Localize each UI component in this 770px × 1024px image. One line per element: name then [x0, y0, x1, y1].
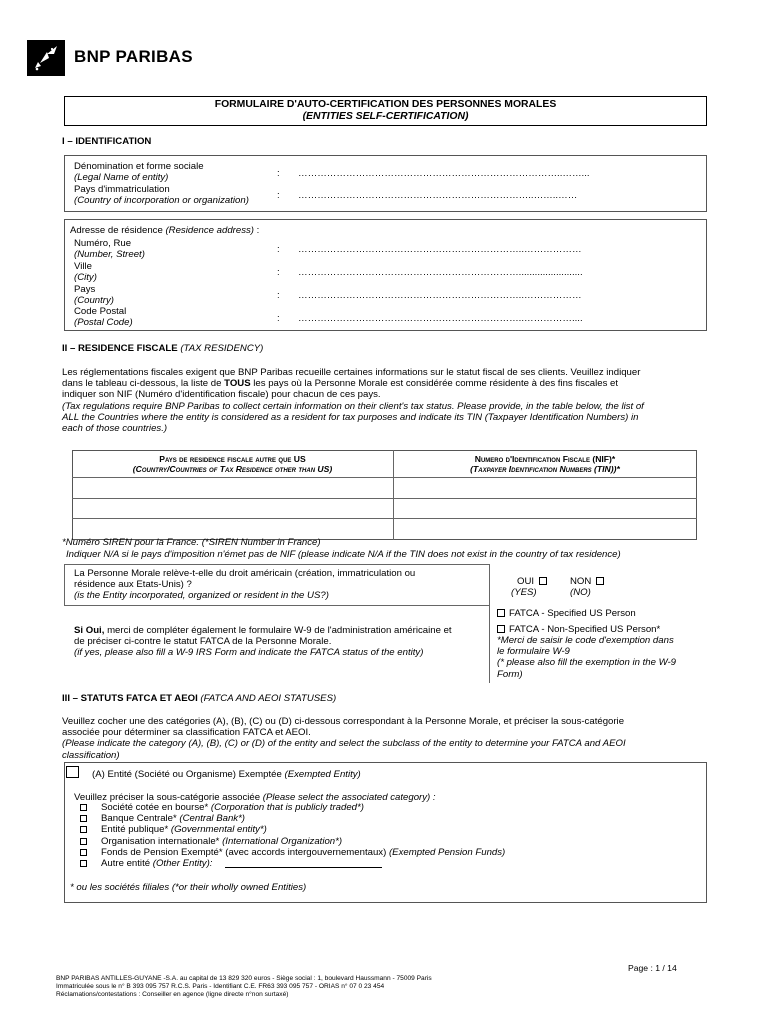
- subcategory-checkbox[interactable]: [80, 815, 87, 822]
- postal-code-label: Code Postal (Postal Code): [74, 306, 133, 329]
- category-a-checkbox[interactable]: [66, 766, 79, 778]
- form-title-box: [64, 96, 707, 126]
- legal-name-label: Dénomination et forme sociale (Legal Name of entity): [74, 161, 204, 184]
- tax-residency-paragraph: Les réglementations fiscales exigent que BNP Paribas recueille certaines informations sur le statut fiscal de ses clients. Veuillez indiquer dans le tableau ci-dessous, la liste de TOUS les pays où la Personne Morale est considérée comme résidente à des fins fiscales et indiquer son NIF (Numéro d'identification fiscale) pour chacun de ces pays. (Tax regulations require BNP Paribas to collect certain information on their client's tax status. Please provide, in the table below, the list of ALL the Countries where the entity is considered as a resident for tax purposes and indicate its TIN (Taxpayer Identification Numbers) in each of those countries.): [62, 367, 644, 435]
- country-incorporation-label: Pays d'immatriculation (Country of incorporation or organization): [74, 184, 249, 207]
- subcategory-checkbox[interactable]: [80, 849, 87, 856]
- colon: :: [277, 168, 280, 179]
- subcategory-item[interactable]: Entité publique* (Governmental entity*): [80, 824, 505, 835]
- category-a-label: (A) Entité (Société ou Organisme) Exemptée (Exempted Entity): [92, 769, 361, 780]
- subcategory-checkbox[interactable]: [80, 826, 87, 833]
- fatca-non-specified-option[interactable]: FATCA - Non-Specified US Person*: [497, 624, 660, 635]
- subcategory-item[interactable]: Autre entité (Other Entity):: [80, 858, 505, 869]
- non-en: (NO): [570, 587, 591, 598]
- street-field[interactable]: ……………………………………………………………..………………: [298, 244, 582, 255]
- table-header-tin: Numero d'Identification Fiscale (NIF)* (Taxpayer Identification Numbers (TIN))*: [470, 454, 620, 475]
- fatca-specified-checkbox[interactable]: [497, 609, 505, 617]
- city-label: Ville (City): [74, 261, 97, 284]
- colon: :: [277, 190, 280, 201]
- colon: :: [277, 267, 280, 278]
- fatca-specified-option[interactable]: FATCA - Specified US Person: [497, 608, 636, 619]
- subcategory-checkbox[interactable]: [80, 838, 87, 845]
- oui-option[interactable]: OUI: [517, 576, 547, 587]
- table-cell-country-2[interactable]: [73, 499, 392, 517]
- subcategory-item[interactable]: Banque Centrale* (Central Bank*): [80, 813, 505, 824]
- table-header-country: Pays de residence fiscale autre que US (Country/Countries of Tax Residence other than US): [132, 454, 333, 475]
- section-2-heading: II – RESIDENCE FISCALE (TAX RESIDENCY): [62, 343, 264, 354]
- us-question: La Personne Morale relève-t-elle du droit américain (création, immatriculation ou résidence aux Etats-Unis) ? (is the Entity incorporated, organized or resident in the US?): [74, 568, 416, 602]
- colon: :: [277, 244, 280, 255]
- country-incorporation-field[interactable]: ………………………………………………………………..……..……: [298, 190, 578, 201]
- fatca-non-specified-checkbox[interactable]: [497, 625, 505, 633]
- subcategory-intro: Veuillez préciser la sous-catégorie associée (Please select the associated category) :: [74, 792, 436, 803]
- fatca-paragraph: Veuillez cocher une des catégories (A), (B), (C) ou (D) ci-dessous correspondant à la Personne Morale, et préciser la sous-catégorie associée pour déterminer sa classification FATCA et AEOI. (Please indicate the category (A), (B), (C) or (D) of the entity and select the subclass of the entity to determine your FATCA and AEOI classification): [62, 716, 626, 761]
- form-subtitle: (ENTITIES SELF-CERTIFICATION): [302, 111, 469, 123]
- us-box-top: [64, 564, 489, 565]
- non-checkbox[interactable]: [596, 577, 604, 585]
- table-cell-country-1[interactable]: [73, 478, 392, 497]
- legal-name-field[interactable]: ………………………………………………………………………..……...: [298, 168, 590, 179]
- us-box-right: [489, 564, 490, 683]
- subsidiaries-note: * ou les sociétés filiales (*or their wholly owned Entities): [70, 882, 307, 893]
- si-oui-text: Si Oui, merci de compléter également le formulaire W-9 de l'administration américaine et de préciser ci-contre le statut FATCA de la Personne Morale. (if yes, please also fill a W-9 IRS Form and indicate the FATCA status of the entity): [74, 625, 452, 659]
- oui-checkbox[interactable]: [539, 577, 547, 585]
- subcategory-item[interactable]: Fonds de Pension Exempté* (avec accords intergouvernementaux) (Exempted Pension Funds): [80, 847, 505, 858]
- page-number: Page : 1 / 14: [628, 963, 677, 973]
- subcategory-checkbox[interactable]: [80, 860, 87, 867]
- table-cell-country-3[interactable]: [73, 519, 392, 539]
- na-note: Indiquer N/A si le pays d'imposition n'émet pas de NIF (please indicate N/A if the TIN does not exist in the country of tax residence): [66, 549, 621, 560]
- form-title: FORMULAIRE D'AUTO-CERTIFICATION DES PERSONNES MORALES: [214, 99, 557, 110]
- section-1-heading: I – IDENTIFICATION: [62, 136, 152, 147]
- postal-code-field[interactable]: ……………………………………………………………..……………....: [298, 313, 583, 324]
- country-field[interactable]: ……………………………………………………………..………………: [298, 290, 582, 301]
- country-label: Pays (Country): [74, 284, 114, 307]
- bnp-logo: [27, 40, 65, 76]
- city-field[interactable]: ……………………………………………………………........................: [298, 267, 583, 278]
- address-label: Adresse de résidence (Residence address) :: [70, 225, 260, 236]
- colon: :: [277, 290, 280, 301]
- non-option[interactable]: NON: [570, 576, 604, 587]
- table-cell-tin-3[interactable]: [394, 519, 696, 539]
- brand-name: BNP PARIBAS: [74, 47, 193, 66]
- street-label: Numéro, Rue (Number, Street): [74, 238, 145, 261]
- fatca-note: *Merci de saisir le code d'exemption dans le formulaire W-9 (* please also fill the exemption in the W-9 Form): [497, 635, 676, 680]
- siren-note: *Numéro SIREN pour la France. (*SIREN Number in France): [62, 537, 321, 548]
- legal-footer: BNP PARIBAS ANTILLES-GUYANE -S.A. au capital de 13 829 320 euros - Siège social : 1, boulevard Haussmann - 75009 Paris Immatriculée sous le n° B 393 095 757 R.C.S. Paris - Identifiant C.E. FR63 393 095 757 - ORIAS n° 07 0 23 454 Réclamations/contestations : Conseiller en agence (ligne directe n°non surtaxé): [56, 975, 432, 998]
- us-box-left: [64, 564, 65, 605]
- subcategory-list: [80, 802, 505, 869]
- us-box-mid: [64, 605, 489, 606]
- other-entity-field[interactable]: [225, 867, 382, 868]
- table-cell-tin-1[interactable]: [394, 478, 696, 497]
- table-cell-tin-2[interactable]: [394, 499, 696, 517]
- oui-en: (YES): [511, 587, 537, 598]
- subcategory-item[interactable]: Société cotée en bourse* (Corporation that is publicly traded*): [80, 802, 505, 813]
- section-3-heading: III – STATUTS FATCA ET AEOI (FATCA AND AEOI STATUSES): [62, 693, 337, 704]
- subcategory-item[interactable]: Organisation internationale* (International Organization*): [80, 836, 505, 847]
- subcategory-checkbox[interactable]: [80, 804, 87, 811]
- stars-icon: [27, 40, 65, 76]
- colon: :: [277, 313, 280, 324]
